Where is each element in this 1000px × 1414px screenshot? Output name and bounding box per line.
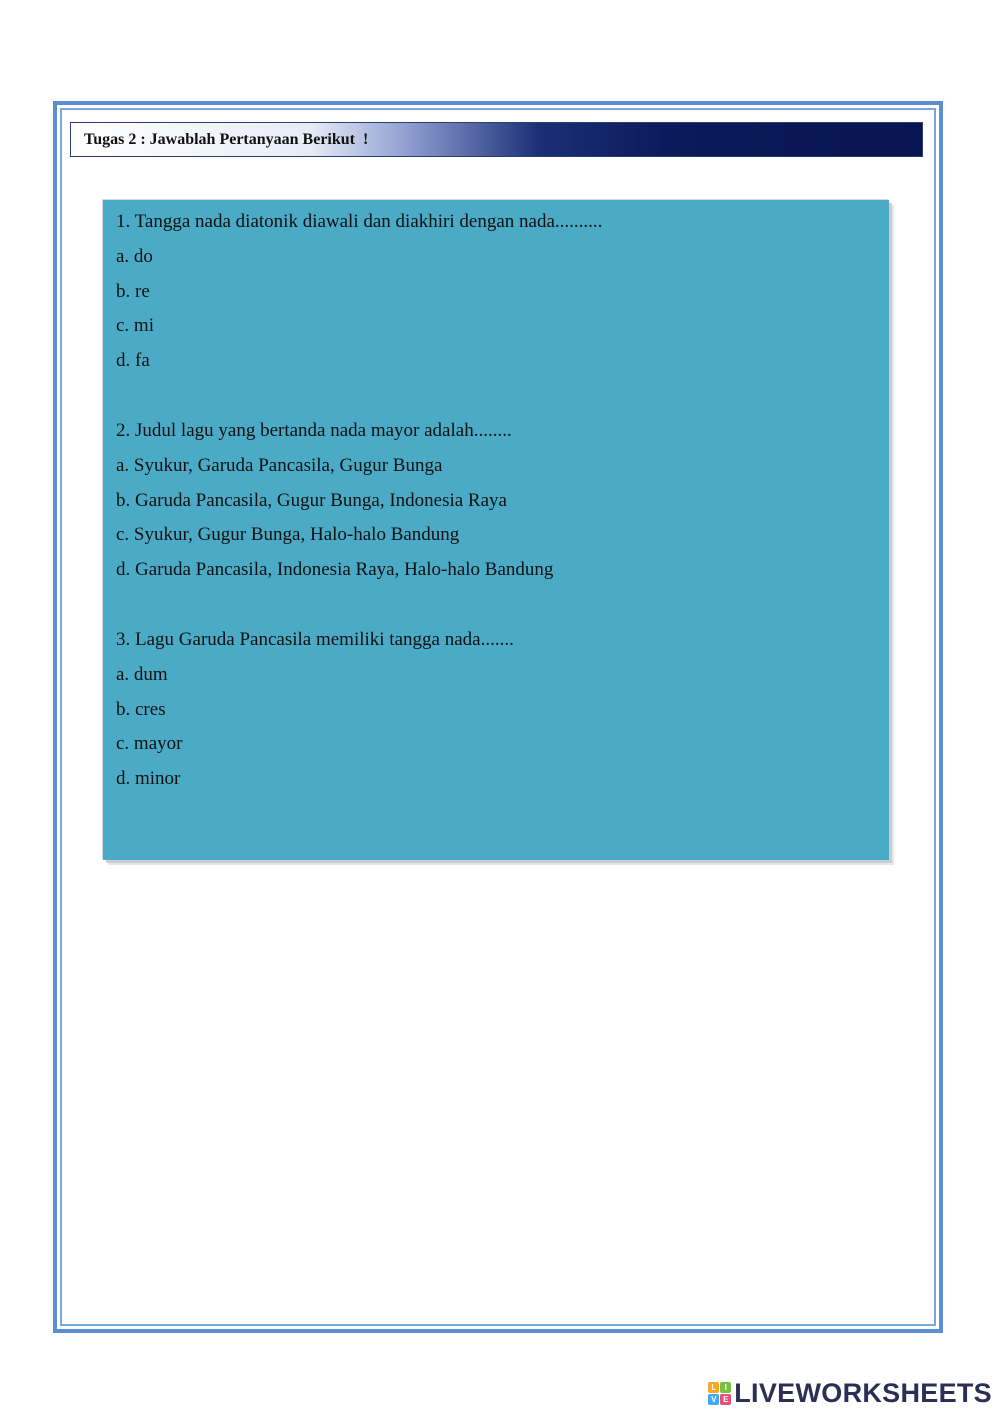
question-1 [116, 205, 879, 379]
answer-option[interactable]: b. re [116, 280, 150, 302]
logo-mark-letter: V [708, 1394, 719, 1405]
logo-mark-letter: I [720, 1382, 731, 1393]
answer-option[interactable]: d. minor [116, 768, 181, 790]
answer-option[interactable]: a. dum [116, 663, 168, 685]
question-prompt: 3. Lagu Garuda Pancasila memiliki tangga nada....... [116, 628, 514, 650]
task-title: Tugas 2 : Jawablah Pertanyaan Berikut ! [84, 130, 369, 148]
answer-option[interactable]: d. Garuda Pancasila, Indonesia Raya, Halo-halo Bandung [116, 559, 554, 581]
answer-option[interactable]: c. Syukur, Gugur Bunga, Halo-halo Bandung [116, 524, 460, 546]
task-title-bar [70, 122, 923, 157]
question-panel [103, 200, 889, 860]
question-3 [116, 623, 879, 797]
liveworksheets-logo-icon [708, 1382, 731, 1405]
answer-option[interactable]: d. fa [116, 350, 150, 372]
logo-mark-letter: L [708, 1382, 719, 1393]
question-prompt: 1. Tangga nada diatonik diawali dan diakhiri dengan nada.......... [116, 211, 603, 232]
answer-option[interactable]: c. mayor [116, 733, 183, 755]
answer-option[interactable]: a. Syukur, Garuda Pancasila, Gugur Bunga [116, 454, 443, 476]
answer-option[interactable]: b. Garuda Pancasila, Gugur Bunga, Indonesia Raya [116, 489, 507, 511]
logo-mark-letter: E [720, 1394, 731, 1405]
answer-option[interactable]: c. mi [116, 315, 154, 337]
answer-option[interactable]: a. do [116, 245, 153, 267]
question-list [116, 205, 879, 832]
logo-text: LIVEWORKSHEETS [734, 1377, 992, 1408]
question-prompt: 2. Judul lagu yang bertanda nada mayor adalah........ [116, 419, 512, 441]
liveworksheets-logo [708, 1378, 992, 1408]
answer-option[interactable]: b. cres [116, 698, 166, 720]
question-2 [116, 414, 879, 588]
